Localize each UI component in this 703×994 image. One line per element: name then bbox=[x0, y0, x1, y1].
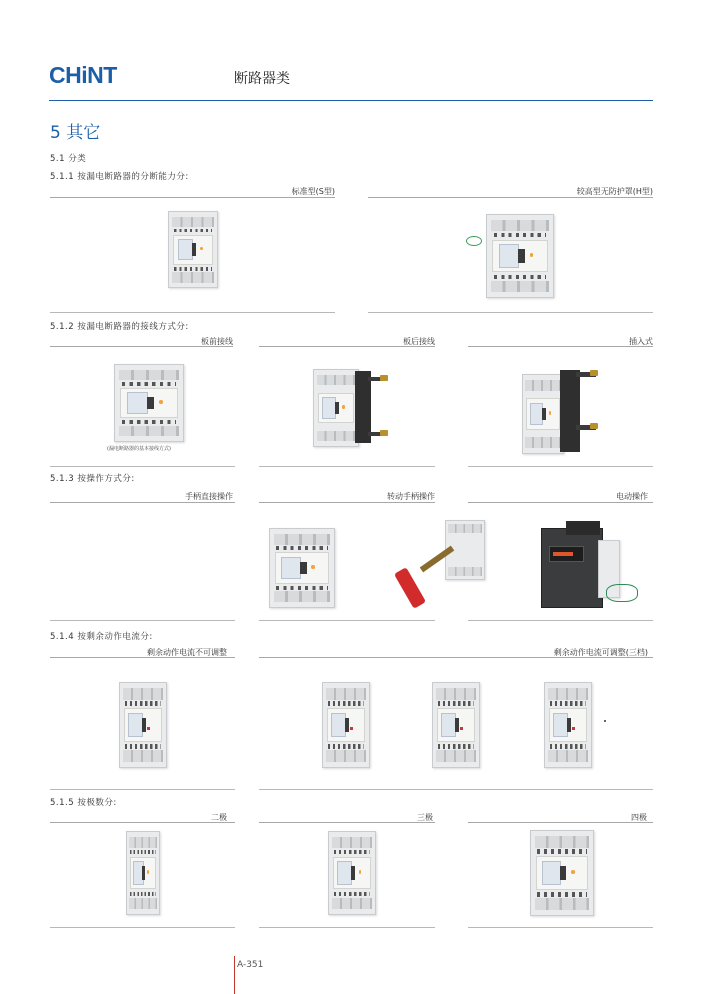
chint-logo: CHiNT bbox=[49, 62, 117, 88]
divider bbox=[50, 346, 233, 347]
breaker-image-residual-adjustable bbox=[544, 682, 592, 768]
breaker-image-direct-handle bbox=[269, 528, 335, 608]
divider bbox=[259, 502, 435, 503]
divider bbox=[259, 789, 653, 790]
breaker-image-front-wiring bbox=[114, 364, 184, 442]
label-standard-type: 标准型(S型) bbox=[291, 187, 335, 196]
label-three-pole: 三极 bbox=[417, 813, 433, 822]
divider bbox=[50, 822, 235, 823]
divider bbox=[259, 822, 435, 823]
breaker-image-residual-adjustable bbox=[322, 682, 370, 768]
heading-5-1-3: 5.1.3 按操作方式分: bbox=[50, 474, 135, 484]
label-residual-fixed: 剩余动作电流不可调整 bbox=[147, 648, 227, 657]
breaker-image-residual-adjustable bbox=[432, 682, 480, 768]
breaker-image-rear-wiring bbox=[313, 369, 359, 447]
label-motor-operated: 电动操作 bbox=[616, 492, 648, 501]
green-tag-icon bbox=[466, 236, 482, 246]
divider bbox=[468, 346, 653, 347]
divider bbox=[259, 927, 435, 928]
label-four-pole: 四极 bbox=[631, 813, 647, 822]
divider bbox=[259, 620, 435, 621]
heading-5-1-4: 5.1.4 按剩余动作电流分: bbox=[50, 632, 153, 642]
heading-5-1-2: 5.1.2 按漏电断路器的接线方式分: bbox=[50, 322, 189, 332]
header-divider bbox=[49, 100, 653, 101]
breaker-image-high-type bbox=[486, 214, 554, 298]
divider bbox=[50, 312, 335, 313]
motor-operator-image bbox=[541, 528, 603, 608]
breaker-image-residual-fixed bbox=[119, 682, 167, 768]
rear-terminal-bottom bbox=[368, 432, 386, 436]
heading-5-1-5: 5.1.5 按极数分: bbox=[50, 798, 117, 808]
label-front-wiring: 板前接线 bbox=[201, 337, 233, 346]
divider bbox=[50, 789, 235, 790]
page-number-bar bbox=[234, 956, 235, 994]
divider bbox=[259, 466, 435, 467]
divider bbox=[50, 657, 235, 658]
breaker-image-plug-in bbox=[522, 374, 564, 454]
page-header-title: 断路器类 bbox=[234, 71, 290, 87]
breaker-image-four-pole bbox=[530, 830, 594, 916]
label-two-pole: 二极 bbox=[211, 813, 227, 822]
divider bbox=[468, 927, 653, 928]
label-high-type: 较高型无防护罩(H型) bbox=[576, 187, 653, 196]
divider bbox=[259, 657, 653, 658]
breaker-image-two-pole bbox=[126, 831, 160, 915]
motor-top-terminals bbox=[566, 521, 600, 535]
plug-terminal-top bbox=[576, 372, 596, 377]
label-residual-adjustable: 剩余动作电流可调整(三档) bbox=[553, 648, 648, 657]
divider bbox=[50, 927, 235, 928]
heading-5-1-1: 5.1.1 按漏电断路器的分断能力分: bbox=[50, 172, 189, 182]
divider bbox=[468, 620, 653, 621]
label-rear-wiring: 板后接线 bbox=[403, 337, 435, 346]
plug-terminal-bottom bbox=[576, 425, 596, 430]
divider bbox=[368, 197, 653, 198]
dot-mark bbox=[604, 720, 606, 722]
label-plug-in: 插入式 bbox=[629, 337, 653, 346]
divider bbox=[259, 346, 435, 347]
breaker-image-standard bbox=[168, 211, 218, 288]
rear-terminal-top bbox=[368, 377, 386, 381]
divider bbox=[368, 312, 653, 313]
wiring-note: (漏电断路器的基本接线方式) bbox=[107, 446, 171, 452]
divider bbox=[50, 197, 335, 198]
plug-in-base bbox=[560, 370, 580, 452]
label-rotary-handle: 转动手柄操作 bbox=[387, 492, 435, 501]
divider bbox=[468, 466, 653, 467]
rotary-handle-knob bbox=[394, 567, 426, 609]
breaker-image-three-pole bbox=[328, 831, 376, 915]
label-direct-handle: 手柄直接操作 bbox=[185, 492, 233, 501]
section-title: 5 其它 bbox=[50, 123, 101, 143]
heading-5-1: 5.1 分类 bbox=[50, 154, 87, 164]
divider bbox=[50, 620, 235, 621]
divider bbox=[50, 502, 235, 503]
page-number: A-351 bbox=[237, 960, 264, 970]
divider bbox=[50, 466, 235, 467]
divider bbox=[468, 822, 653, 823]
divider bbox=[468, 502, 653, 503]
motor-wire bbox=[606, 584, 638, 602]
